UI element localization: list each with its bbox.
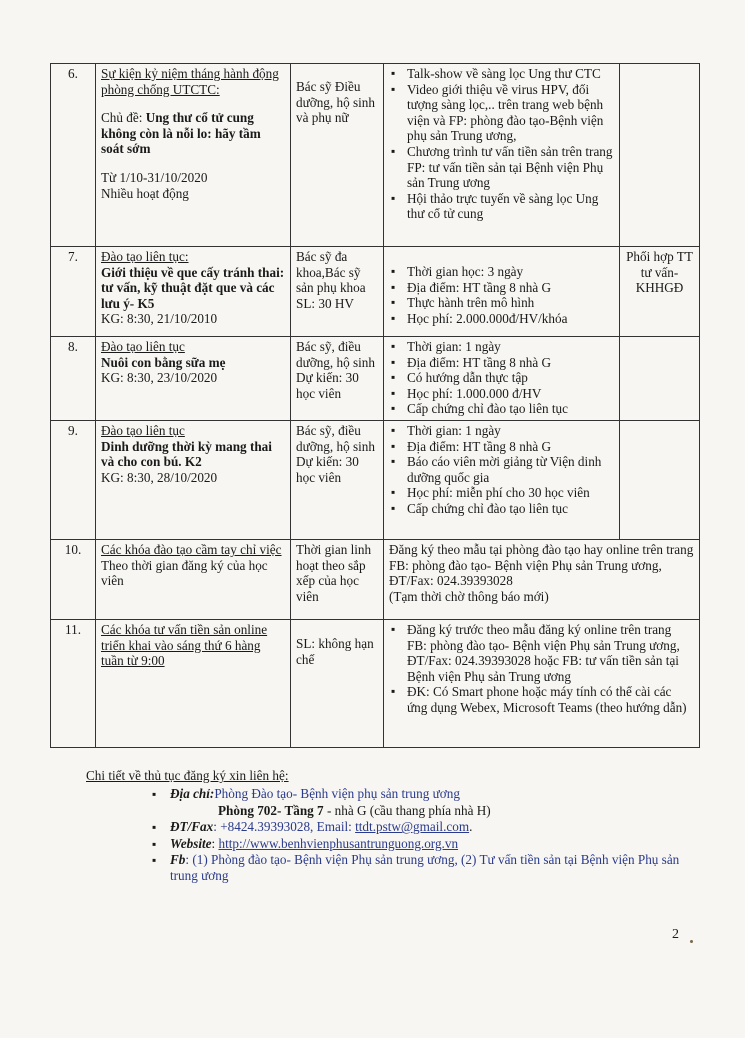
topic-text: Ung thư cổ tử cung không còn là nỗi lo: hãy tầm soát sớm: [101, 110, 261, 157]
audience-cell: Thời gian linh hoạt theo sắp xếp của học viên: [291, 540, 384, 620]
email-link[interactable]: ttdt.pstw@gmail.com: [355, 819, 470, 835]
list-item: ▪ Đăng ký trước theo mẫu đăng ký online trên trang FB: phòng đào tạo- Bệnh viện Phụ sản Trung ương, ĐT/Fax: 024.39393028 hoặc FB: tư vấn tiền sản tại Bệnh viện Phụ sản Trung ương: [407, 622, 694, 684]
contact-list: [86, 786, 706, 884]
list-item: ▪ Chương trình tư vấn tiền sản trên trang FP: tư vấn tiền sản tại Bệnh viện Phụ sản Trung ương: [407, 144, 614, 191]
audience-text: Bác sỹ, điều dưỡng, hộ sinh: [296, 423, 375, 454]
list-item: ▪ Thời gian: 1 ngày: [407, 423, 614, 439]
address-item: [170, 786, 706, 819]
list-item: ▪ Thực hành trên mô hình: [407, 295, 614, 311]
address-text: Phòng Đào tạo- Bệnh viện phụ sản trung ương: [214, 786, 460, 802]
row-number: 11.: [51, 620, 96, 748]
website-link[interactable]: http://www.benhvienphusantrunguong.org.vn: [218, 835, 459, 851]
phone-value: : +8424.39393028, Email:: [213, 819, 356, 835]
row-number: 10.: [51, 540, 96, 620]
page-number: 2: [672, 927, 679, 942]
table-row: [51, 247, 700, 337]
note-cell: [620, 247, 700, 337]
list-item: ▪ Thời gian: 1 ngày: [407, 339, 614, 355]
details-list: [389, 423, 614, 517]
event-cell: [96, 620, 291, 748]
table-row: [51, 620, 700, 748]
list-item: ▪ Học phí: miễn phí cho 30 học viên: [407, 485, 614, 501]
event-title: Sự kiện kỷ niệm tháng hành động phòng chống UTCTC:: [101, 66, 279, 97]
table-row: [51, 337, 700, 421]
details-list: [389, 66, 614, 222]
list-item: ▪ Cấp chứng chỉ đào tạo liên tục: [407, 401, 614, 417]
note-cell: [620, 64, 700, 247]
event-dates: Từ 1/10-31/10/2020: [101, 169, 208, 185]
topic-text: Theo thời gian đăng ký của học viên: [101, 557, 268, 589]
table-row: [51, 540, 700, 620]
fb-label: Fb: [170, 852, 186, 868]
event-extra: Nhiều hoạt động: [101, 185, 189, 201]
audience-text: Bác sỹ, điều dưỡng, hộ sinh: [296, 339, 375, 370]
phone-label: ĐT/Fax: [170, 819, 214, 835]
event-title: Các khóa tư vấn tiền sản online triển khai vào sáng thứ 6 hàng tuần từ 9:00: [101, 622, 268, 669]
list-item: ▪ Video giới thiệu về virus HPV, đối tượng sàng lọc,.. trên trang web bệnh viện và FP: phòng đào tạo-Bệnh viện phụ sản Trung ương,: [407, 82, 614, 144]
table-row: [51, 64, 700, 247]
address-rest: - nhà G (cầu thang phía nhà H): [323, 802, 491, 818]
audience-cell: [291, 620, 384, 748]
table-row: [51, 421, 700, 540]
detail-text: Đăng ký theo mẫu tại phòng đào tạo hay online trên trang FB: phòng đào tạo- Bệnh viện Phụ sản Trung ương, ĐT/Fax: 024.39393028: [389, 542, 694, 589]
note-text: Phối hợp TT tư vấn-KHHGĐ: [626, 249, 693, 296]
row-number: 9.: [51, 421, 96, 540]
details-cell: [384, 64, 620, 247]
row-number: 6.: [51, 64, 96, 247]
topic-text: Nuôi con bằng sữa mẹ: [101, 354, 226, 370]
list-item: ▪ Thời gian học: 3 ngày: [407, 264, 614, 280]
list-item: ▪ Học phí: 2.000.000đ/HV/khóa: [407, 311, 614, 327]
event-cell: [96, 421, 291, 540]
list-item: ▪ Địa điểm: HT tầng 8 nhà G: [407, 280, 614, 296]
list-item: ▪ Talk-show về sàng lọc Ung thư CTC: [407, 66, 614, 82]
audience-cell: [291, 337, 384, 421]
details-cell: [384, 620, 700, 748]
list-item: ▪ Cấp chứng chỉ đào tạo liên tục: [407, 501, 614, 517]
details-list: [389, 339, 614, 417]
event-title: Đào tạo liên tục:: [101, 249, 189, 264]
row-number: 8.: [51, 337, 96, 421]
details-cell: [384, 337, 620, 421]
list-item: ▪ Có hướng dẫn thực tập: [407, 370, 614, 386]
details-list: [389, 264, 614, 326]
event-dates: KG: 8:30, 23/10/2020: [101, 370, 218, 386]
event-title: Đào tạo liên tục: [101, 339, 185, 354]
phone-item: ▪ ĐT/Fax: +8424.39393028, Email: ttdt.pstw@gmail.com.: [170, 819, 706, 835]
event-cell: [96, 337, 291, 421]
list-item: ▪ Học phí: 1.000.000 đ/HV: [407, 386, 614, 402]
note-cell: [620, 421, 700, 540]
topic-text: Dinh dưỡng thời kỳ mang thai và cho con bú. K2: [101, 438, 272, 470]
details-cell: [384, 540, 700, 620]
list-item: ▪ Địa điểm: HT tầng 8 nhà G: [407, 355, 614, 371]
audience-cell: [291, 421, 384, 540]
topic-text: Giới thiệu về que cấy tránh thai: tư vấn, kỹ thuật đặt que và các lưu ý- K5: [101, 264, 285, 311]
address-label: Địa chỉ:: [170, 786, 215, 802]
event-title: Các khóa đào tạo cầm tay chỉ việc: [101, 542, 282, 557]
event-cell: [96, 247, 291, 337]
list-item: ▪ Báo cáo viên mời giảng từ Viện dinh dưỡng quốc gia: [407, 454, 614, 485]
audience-cell: [291, 64, 384, 247]
audience-cell: Bác sỹ đa khoa,Bác sỹ sản phụ khoa SL: 30 HV: [291, 247, 384, 337]
website-item: ▪ Website: http://www.benhvienphusantrunguong.org.vn: [170, 836, 706, 852]
details-cell: [384, 421, 620, 540]
event-cell: [96, 540, 291, 620]
audience-text: Bác sỹ Điều dưỡng, hộ sinh và phụ nữ: [296, 79, 375, 126]
list-item: ▪ ĐK: Có Smart phone hoặc máy tính có thể cài các ứng dụng Webex, Microsoft Teams (theo hướng dẫn): [407, 684, 694, 715]
scan-dot: [690, 940, 693, 943]
audience-text: SL: không hạn chế: [296, 636, 374, 667]
event-dates: KG: 8:30, 28/10/2020: [101, 469, 218, 485]
list-item: ▪ Hội thảo trực tuyến về sàng lọc Ung thư cổ tử cung: [407, 191, 614, 222]
note-cell: [620, 337, 700, 421]
topic-prefix: Chủ đề:: [101, 110, 146, 126]
event-cell: [96, 64, 291, 247]
audience-count: Dự kiến: 30 học viên: [296, 454, 359, 485]
fb-value: : (1) Phòng đào tạo- Bệnh viện Phụ sản trung ương, (2) Tư vấn tiền sản tại Bệnh viện Phụ sản trung ương: [170, 852, 680, 884]
contact-heading: Chi tiết về thủ tục đăng ký xin liên hệ:: [86, 768, 289, 783]
row-number: 7.: [51, 247, 96, 337]
list-item: ▪ Địa điểm: HT tầng 8 nhà G: [407, 439, 614, 455]
contact-section: [86, 768, 706, 885]
event-topic: [101, 110, 285, 157]
detail-note: (Tạm thời chờ thông báo mới): [389, 588, 549, 604]
details-list: [389, 622, 694, 716]
audience-count: Dự kiến: 30 học viên: [296, 370, 359, 401]
event-title: Đào tạo liên tục: [101, 423, 185, 438]
schedule-table: [50, 63, 700, 748]
fb-item: [170, 852, 706, 885]
address-room: Phòng 702- Tầng 7: [218, 802, 324, 818]
website-label: Website: [170, 835, 212, 851]
event-dates: KG: 8:30, 21/10/2010: [101, 311, 218, 327]
details-cell: [384, 247, 620, 337]
